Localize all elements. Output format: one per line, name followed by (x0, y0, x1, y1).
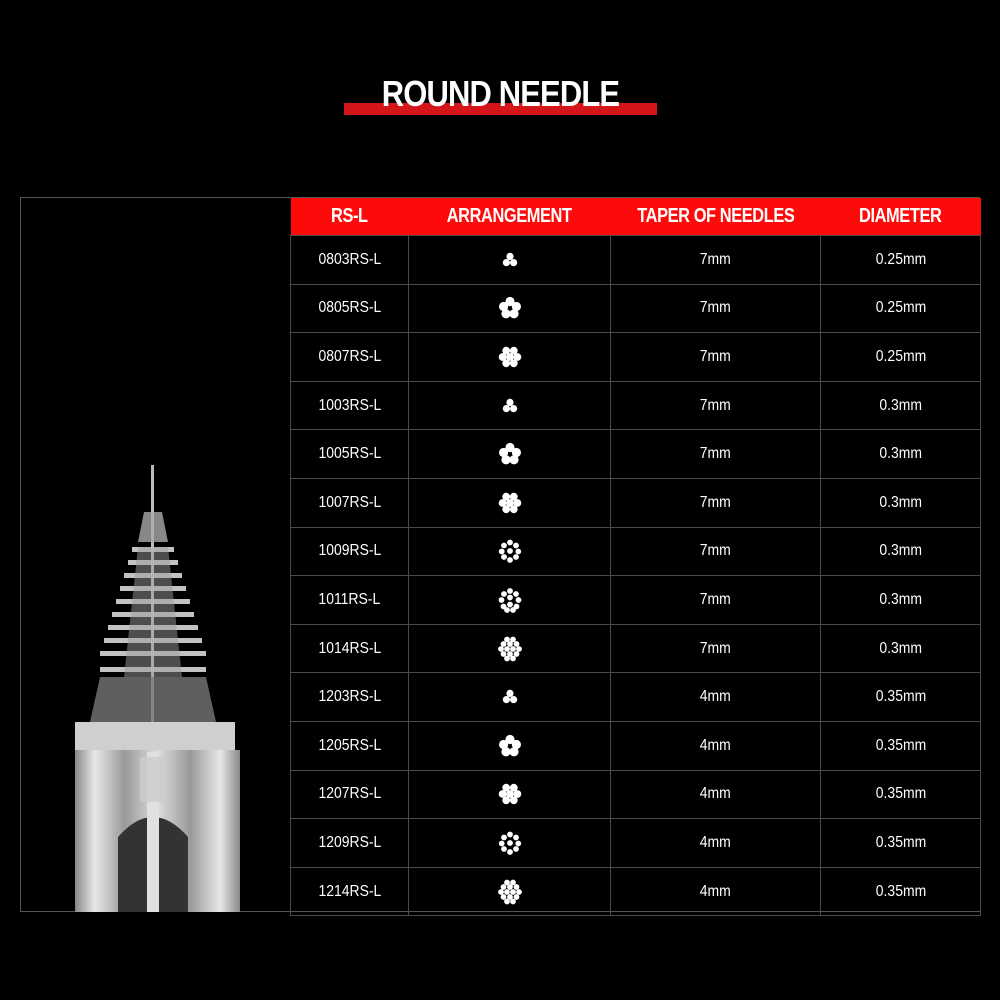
spec-table (290, 198, 981, 916)
table-row (291, 527, 981, 576)
needle-arrangement-icon (495, 877, 525, 907)
cell-taper: 7mm (611, 236, 821, 285)
cell-arrangement (409, 819, 611, 868)
cell-taper: 4mm (611, 673, 821, 722)
cell-taper: 4mm (611, 770, 821, 819)
table-row (291, 673, 981, 722)
cell-diameter: 0.3mm (821, 381, 981, 430)
cell-taper: 4mm (611, 721, 821, 770)
cell-taper: 7mm (611, 284, 821, 333)
cell-model: 1014RS-L (291, 624, 409, 673)
table-row (291, 624, 981, 673)
product-image (20, 197, 290, 912)
cell-diameter: 0.3mm (821, 624, 981, 673)
cell-taper: 4mm (611, 819, 821, 868)
needle-arrangement-icon (495, 828, 525, 858)
cell-arrangement (409, 576, 611, 625)
cell-model: 1009RS-L (291, 527, 409, 576)
cell-diameter: 0.3mm (821, 478, 981, 527)
table-header-row (291, 198, 981, 236)
cell-taper: 4mm (611, 867, 821, 916)
cell-arrangement (409, 430, 611, 479)
cell-model: 1007RS-L (291, 478, 409, 527)
cell-diameter: 0.35mm (821, 770, 981, 819)
cell-model: 1209RS-L (291, 819, 409, 868)
cell-model: 1011RS-L (291, 576, 409, 625)
cell-diameter: 0.3mm (821, 527, 981, 576)
cell-taper: 7mm (611, 576, 821, 625)
needle-cartridge-icon (20, 197, 290, 912)
needle-arrangement-icon (495, 731, 525, 761)
cell-model: 1205RS-L (291, 721, 409, 770)
cell-diameter: 0.25mm (821, 333, 981, 382)
needle-arrangement-icon (495, 585, 525, 615)
cell-arrangement (409, 381, 611, 430)
cell-arrangement (409, 284, 611, 333)
page-title: ROUND NEEDLE (381, 73, 620, 114)
cell-model: 1003RS-L (291, 381, 409, 430)
cell-diameter: 0.35mm (821, 867, 981, 916)
cell-model: 1203RS-L (291, 673, 409, 722)
cell-arrangement (409, 333, 611, 382)
cell-diameter: 0.35mm (821, 721, 981, 770)
cell-diameter: 0.35mm (821, 673, 981, 722)
cell-arrangement (409, 867, 611, 916)
table-row (291, 430, 981, 479)
cell-model: 1207RS-L (291, 770, 409, 819)
cell-taper: 7mm (611, 333, 821, 382)
needle-arrangement-icon (495, 391, 525, 421)
cell-diameter: 0.25mm (821, 236, 981, 285)
cell-taper: 7mm (611, 430, 821, 479)
needle-arrangement-icon (495, 536, 525, 566)
table-row (291, 478, 981, 527)
header-taper: TAPER OF NEEDLES (611, 198, 821, 236)
header-rs-l: RS-L (291, 198, 409, 236)
table-row (291, 721, 981, 770)
cell-taper: 7mm (611, 527, 821, 576)
needle-arrangement-icon (495, 439, 525, 469)
cell-arrangement (409, 673, 611, 722)
cell-diameter: 0.25mm (821, 284, 981, 333)
cell-diameter: 0.3mm (821, 430, 981, 479)
needle-arrangement-icon (495, 488, 525, 518)
needle-arrangement-icon (495, 245, 525, 275)
table-row (291, 381, 981, 430)
cell-arrangement (409, 624, 611, 673)
cell-model: 1214RS-L (291, 867, 409, 916)
cell-arrangement (409, 770, 611, 819)
cell-taper: 7mm (611, 478, 821, 527)
table-row (291, 236, 981, 285)
cell-taper: 7mm (611, 381, 821, 430)
needle-arrangement-icon (495, 779, 525, 809)
needle-arrangement-icon (495, 293, 525, 323)
cell-diameter: 0.3mm (821, 576, 981, 625)
cell-taper: 7mm (611, 624, 821, 673)
needle-arrangement-icon (495, 634, 525, 664)
header-diameter: DIAMETER (821, 198, 981, 236)
cell-arrangement (409, 236, 611, 285)
table-row (291, 576, 981, 625)
cell-model: 0807RS-L (291, 333, 409, 382)
table-row (291, 867, 981, 916)
cell-diameter: 0.35mm (821, 819, 981, 868)
table-row (291, 284, 981, 333)
needle-arrangement-icon (495, 342, 525, 372)
cell-model: 1005RS-L (291, 430, 409, 479)
table-row (291, 333, 981, 382)
cell-arrangement (409, 721, 611, 770)
cell-arrangement (409, 527, 611, 576)
table-row (291, 819, 981, 868)
table-row (291, 770, 981, 819)
header-arrangement: ARRANGEMENT (409, 198, 611, 236)
cell-arrangement (409, 478, 611, 527)
cell-model: 0805RS-L (291, 284, 409, 333)
page-title-block (344, 70, 657, 115)
needle-arrangement-icon (495, 682, 525, 712)
cell-model: 0803RS-L (291, 236, 409, 285)
